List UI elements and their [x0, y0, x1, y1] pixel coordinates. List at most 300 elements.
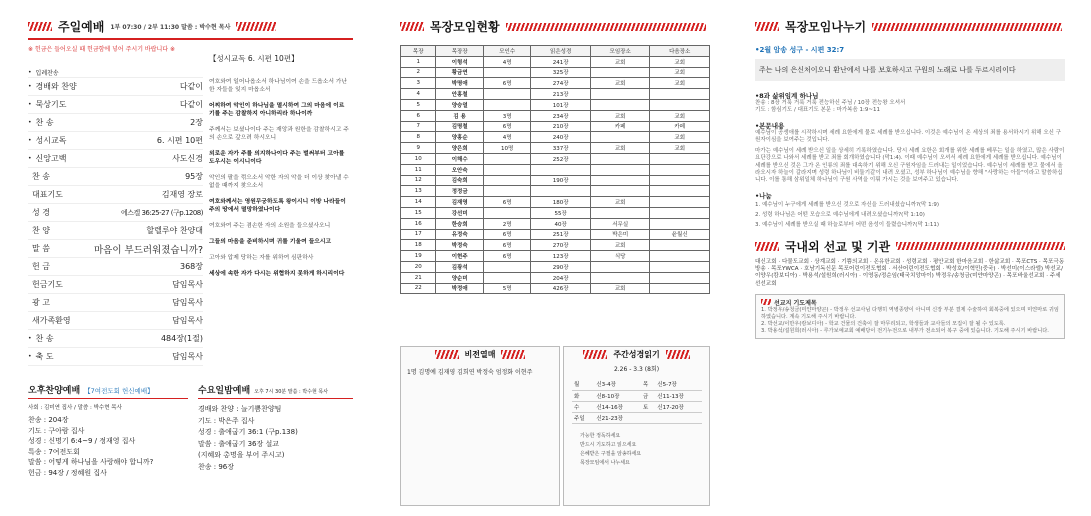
- table-cell: 11: [401, 164, 436, 175]
- table-cell: [590, 261, 650, 272]
- worship-order-value: 할렐루야 찬양대: [146, 226, 203, 235]
- wednesday-worship-info: 오후 7시 30분 말씀 : 박수현 목사: [254, 389, 329, 395]
- worship-order-left: [28, 171, 50, 182]
- wednesday-line: (지혜와 총명을 부어 주시고): [198, 451, 285, 459]
- table-cell: 274장: [531, 78, 591, 89]
- mission-list: 대신고회 · 다물도교회 · 상계교회 · 기쁨의교회 · 온유한교회 · 성령교회 · 평안교회 한마음교회 · 한삶교회 · 목포CTS · 목포극동방송 · 목포YWCA · 호남기독신문 목포어린이전도협회 · 서산어린이전도협회 · 박성호/이혁민(중국) · 박선미(이스라엘) 박선교/이양우(캄보디아) · 박용석/설원희(러시아) · 이영동/정순임(태국치앙마이) 박정우/송청금(미얀마양곤) · 목포바울선교회 · 주세선선교회: [755, 258, 1065, 287]
- text-content-para2: 마가는 예수님이 세례 받으신 일을 상세히 기록하였습니다. 당시 세례 요한은 회개를 위한 세례를 베푸는 일을 하였고, 많은 사람이 요단강으로 나와서 세례를 받고 죄를 회개하였습니다 (막1:4). 이때 예수님이 오셔서 세례 요한에게 세례를 받으십니다. 예수님이 세례를 받으신 것은 그가 온 인류의 죄를 대속하기 위해 오신 구원자임을 드러내는 일이었습니다. 예수님이 세례를 받고 물에서 올라오시자 하늘이 갈라지며 성령 하나님이 비둘기같이 내려 오셨고, 성부 하나님이 예수님을 향해 "사랑하는 아들"이라고 말씀하십니다. 이를 통해 삼위일체 하나님이 구원 사역을 이뤄 가시는 것을 보여주고 있습니다.: [755, 148, 1065, 184]
- worship-order-value: 담임목사: [172, 352, 203, 361]
- table-cell: 8: [401, 132, 436, 143]
- worship-order-value: 2장: [190, 118, 203, 127]
- table-cell: 박은미: [590, 229, 650, 240]
- responsive-line: 세상에 속한 자가 다시는 위협하지 못하게 하시리이다: [209, 270, 345, 277]
- table-cell: 교회: [650, 67, 710, 78]
- table-cell: 6명: [483, 121, 530, 132]
- bible-reading-box: [563, 346, 710, 506]
- table-cell: 20: [401, 261, 436, 272]
- worship-order-value: 담임목사: [172, 298, 203, 307]
- share-question: 2. 성령 하나님은 어떤 모습으로 예수님에게 내려오셨습니까?(막 1:10): [755, 211, 925, 218]
- reading-note: 은혜받은 구절을 암송하세요: [580, 450, 642, 457]
- red-stripe-decoration: [506, 23, 706, 31]
- table-row: [401, 283, 710, 294]
- table-cell: 180장: [531, 197, 591, 208]
- table-cell: 3명: [483, 110, 530, 121]
- table-cell: [650, 261, 710, 272]
- table-row: [401, 143, 710, 154]
- cell-group-title: 목장모임현황: [430, 20, 500, 34]
- sunday-worship-header: [28, 18, 353, 35]
- worship-order-value: 에스겔 36:25-27 (구p.1208): [120, 208, 203, 217]
- table-cell: 교회: [590, 197, 650, 208]
- table-row: [401, 240, 710, 251]
- table-cell: 정정금: [436, 186, 483, 197]
- table-cell: [590, 99, 650, 110]
- worship-order-item: 찬 송: [32, 172, 50, 181]
- responsive-reading: [209, 55, 349, 286]
- table-cell: 김숙희: [436, 175, 483, 186]
- table-cell: [483, 89, 530, 100]
- table-cell: 190장: [531, 175, 591, 186]
- table-cell: [483, 186, 530, 197]
- worship-order-value: 다같이: [179, 82, 203, 91]
- afternoon-worship-info: 사회 : 김미연 집사 / 말씀 : 박수현 목사: [28, 405, 122, 411]
- table-cell: [590, 186, 650, 197]
- worship-order-left: [28, 153, 66, 164]
- table-cell: 14: [401, 197, 436, 208]
- reading-cell: 신5-7장: [655, 379, 702, 390]
- table-cell: 양은희: [436, 143, 483, 154]
- worship-order-left: [28, 243, 50, 254]
- table-cell: 17: [401, 229, 436, 240]
- lesson-heading: •8과 삶위임계 하나님: [755, 92, 819, 100]
- worship-order-item: 신앙고백: [35, 154, 67, 163]
- table-cell: [483, 67, 530, 78]
- table-cell: 4명: [483, 132, 530, 143]
- table-cell: 이해수: [436, 153, 483, 164]
- table-cell: 4명: [483, 56, 530, 67]
- worship-order-row: [28, 204, 203, 222]
- table-cell: [590, 89, 650, 100]
- table-header-cell: 다음장소: [650, 46, 710, 57]
- afternoon-line: 기도 : 구아람 집사: [28, 426, 85, 435]
- mission-title: 국내외 선교 및 기관: [784, 239, 891, 254]
- afternoon-line: 성경 : 신명기 6:4~9 / 정재영 집사: [28, 437, 136, 446]
- table-cell: 241장: [531, 56, 591, 67]
- table-cell: 15: [401, 207, 436, 218]
- worship-order-row: [28, 222, 203, 240]
- wednesday-line: 찬송 : 96장: [198, 462, 235, 471]
- worship-order-item: 헌금기도: [32, 280, 63, 289]
- table-cell: 6명: [483, 229, 530, 240]
- table-cell: 6명: [483, 240, 530, 251]
- afternoon-line: 헌금 : 94장 / 정혜원 집사: [28, 468, 107, 477]
- worship-order-row: [28, 132, 203, 150]
- table-cell: 한승희: [436, 218, 483, 229]
- table-cell: [650, 164, 710, 175]
- table-row: [401, 207, 710, 218]
- worship-order-value: 김재영 장로: [161, 190, 203, 199]
- table-cell: 윤월신: [650, 229, 710, 240]
- wednesday-line: 말씀 : 출애굽기 36장 설교: [198, 439, 280, 448]
- reading-note: 가능한 정독하세요: [580, 432, 621, 439]
- table-cell: [590, 153, 650, 164]
- table-cell: [483, 153, 530, 164]
- afternoon-line: 말씀 : 어떻게 하나님을 사랑해야 합니까?: [28, 458, 154, 467]
- reading-row: [572, 379, 702, 390]
- table-cell: 251장: [531, 229, 591, 240]
- table-cell: [483, 272, 530, 283]
- table-row: [401, 110, 710, 121]
- table-row: [401, 186, 710, 197]
- worship-order-item: 입례찬송: [35, 70, 59, 77]
- worship-order-row: [28, 294, 203, 312]
- table-cell: 유정숙: [436, 229, 483, 240]
- table-cell: 234장: [531, 110, 591, 121]
- worship-order-row: [28, 330, 203, 348]
- responsive-line: 여호와께서는 영원무궁하도록 왕이시니 이방 나라들이 주의 땅에서 멸망하였나이다: [209, 198, 346, 213]
- table-cell: [531, 186, 591, 197]
- table-cell: [650, 197, 710, 208]
- reading-cell: 신14-16장: [594, 401, 641, 412]
- sharing-title: 목장모임나누기: [785, 20, 867, 34]
- table-cell: 교회: [650, 56, 710, 67]
- sunday-worship-title: 주일예배: [58, 20, 105, 34]
- table-cell: [650, 240, 710, 251]
- red-stripe-decoration: [400, 22, 424, 31]
- worship-order-value: 마음이 부드러워졌습니까?: [93, 244, 203, 256]
- reading-cell: 금: [641, 390, 655, 401]
- worship-order-item: 광 고: [32, 298, 50, 307]
- table-cell: 교회: [590, 78, 650, 89]
- sharing-panel: [755, 18, 1065, 508]
- table-cell: 2명: [483, 218, 530, 229]
- table-header-cell: 모임장소: [590, 46, 650, 57]
- worship-order-bullet: •: [28, 69, 32, 76]
- table-cell: 박정애: [436, 283, 483, 294]
- sharing-header: [755, 18, 1065, 35]
- red-stripe-decoration: [755, 242, 779, 251]
- reading-row: [572, 401, 702, 412]
- table-cell: 교회: [650, 110, 710, 121]
- mission-header: [755, 238, 1065, 255]
- reading-note: 반드시 기도하고 읽으세요: [580, 441, 637, 448]
- table-row: [401, 164, 710, 175]
- worship-order-bullet: •: [28, 155, 32, 162]
- table-cell: 337장: [531, 143, 591, 154]
- table-cell: [483, 164, 530, 175]
- table-cell: [531, 164, 591, 175]
- mission-prayer-box: [755, 294, 1065, 339]
- table-cell: 교회: [590, 143, 650, 154]
- table-cell: [650, 186, 710, 197]
- memory-verse: 주는 나의 은신처이오니 환난에서 나를 보호하시고 구원의 노래로 나를 두르시리이다: [755, 59, 1065, 81]
- table-cell: 204장: [531, 272, 591, 283]
- table-cell: 식당: [590, 251, 650, 262]
- worship-order-value: 484장(1절): [160, 334, 203, 343]
- table-cell: 210장: [531, 121, 591, 132]
- text-content-para1: 예수님이 공생애를 시작하시며 세례 요한에게 물로 세례를 받으십니다. 이것은 예수님이 온 세상의 죄를 용서하시기 위해 오신 구원자이심을 보여주는 것입니다.: [755, 129, 1062, 143]
- table-cell: [590, 272, 650, 283]
- bible-reading-table: [572, 379, 702, 424]
- table-row: [401, 197, 710, 208]
- worship-order-row: [28, 150, 203, 168]
- table-cell: 김 용: [436, 110, 483, 121]
- table-cell: [650, 283, 710, 294]
- worship-order-item: 말 씀: [32, 244, 50, 253]
- responsive-reading-title: 【성시교독 6. 시편 10편】: [209, 54, 299, 63]
- reading-cell: 신17-20장: [655, 401, 702, 412]
- table-cell: 5명: [483, 283, 530, 294]
- wednesday-worship-title: 수요일밤예배: [198, 386, 251, 396]
- responsive-line: 악인의 팔을 꺾으소서 악한 자의 악을 더 이상 찾아낼 수 없을 때까지 찾으소서: [209, 174, 349, 189]
- text-content-heading: •본문내용: [755, 121, 785, 130]
- responsive-line: 주께서는 보셨나이다 주는 재앙과 원한을 감찰하시고 주의 손으로 갚으려 하시오니: [209, 126, 349, 141]
- table-cell: [650, 89, 710, 100]
- afternoon-line: 찬송 : 204장: [28, 416, 69, 424]
- table-cell: 21: [401, 272, 436, 283]
- table-cell: 101장: [531, 99, 591, 110]
- table-cell: 123장: [531, 251, 591, 262]
- table-cell: 2: [401, 67, 436, 78]
- worship-order-item: 성시교독: [35, 136, 67, 145]
- reading-cell: 신21-23장: [594, 412, 641, 423]
- worship-order-bullet: •: [28, 335, 32, 342]
- worship-order-value: 담임목사: [172, 280, 203, 289]
- reading-cell: [641, 412, 655, 423]
- table-cell: [650, 207, 710, 218]
- worship-order-row: [28, 168, 203, 186]
- wednesday-line: 성경 : 출애굽기 36:1 (구p.138): [198, 428, 298, 436]
- table-row: [401, 251, 710, 262]
- table-row: [401, 261, 710, 272]
- table-row: [401, 229, 710, 240]
- table-row: [401, 218, 710, 229]
- cell-group-panel: [400, 18, 710, 508]
- table-cell: [483, 261, 530, 272]
- worship-order-item: 대표기도: [32, 190, 63, 199]
- table-cell: [590, 67, 650, 78]
- worship-order-left: [28, 261, 50, 272]
- red-stripe-decoration: [583, 350, 607, 359]
- worship-order-left: [28, 279, 63, 290]
- table-cell: 1: [401, 56, 436, 67]
- table-cell: 10명: [483, 143, 530, 154]
- table-cell: 김명철: [436, 121, 483, 132]
- mission-prayer-item: 1. 박정우/송청금(미얀마양곤) - 박정우 선교사님 다행히 역병종양이 아니며 신장 부분 결제 수술하여 회복중에 있으며 미얀마로 귀임하였습니다. 계속 기도해 주시기 바랍니다.: [761, 306, 1059, 320]
- red-stripe-decoration: [501, 350, 525, 359]
- table-cell: 22: [401, 283, 436, 294]
- table-cell: 252장: [531, 153, 591, 164]
- table-cell: [590, 132, 650, 143]
- table-cell: 240장: [531, 132, 591, 143]
- table-cell: [590, 207, 650, 218]
- reading-cell: 주일: [572, 412, 594, 423]
- table-cell: 교회: [650, 132, 710, 143]
- table-cell: 김광석: [436, 261, 483, 272]
- worship-order-value: 사도신경: [172, 154, 203, 163]
- wednesday-line: 경배와 찬양 : 늘기쁨찬양팀: [198, 405, 282, 413]
- table-cell: 이현주: [436, 251, 483, 262]
- worship-order-row: [28, 96, 203, 114]
- worship-order-bullet: •: [28, 101, 32, 108]
- worship-order-value: 95장: [185, 172, 203, 181]
- share-question: 1. 예수님이 누구에게 세례를 받으신 것으로 자신을 드러내셨습니까?(막 1:9): [755, 201, 940, 208]
- sunday-worship-info: 1부 07:30 / 2부 11:30 말씀 : 박수현 목사: [110, 24, 231, 31]
- table-cell: 교회: [590, 283, 650, 294]
- worship-order-value: 6. 시편 10편: [156, 136, 203, 145]
- vision-title: 비전열매: [464, 350, 496, 359]
- red-stripe-decoration: [236, 22, 276, 31]
- table-cell: 이형석: [436, 56, 483, 67]
- table-header-cell: 목장장: [436, 46, 483, 57]
- table-cell: 9: [401, 143, 436, 154]
- table-cell: 교회: [650, 143, 710, 154]
- table-row: [401, 153, 710, 164]
- table-cell: 6명: [483, 78, 530, 89]
- worship-order-left: [28, 333, 54, 344]
- table-cell: [650, 99, 710, 110]
- table-header-cell: 목장: [401, 46, 436, 57]
- table-row: [401, 89, 710, 100]
- mission-prayer-item: 3. 박용석/설원희(러시아) - 루가보예교회 예배당이 전기누전으로 내부가 전소되어 복구 중에 있습니다. 기도해 주시기 바랍니다.: [761, 327, 1049, 334]
- table-row: [401, 56, 710, 67]
- table-cell: 강선미: [436, 207, 483, 218]
- worship-order-row: [28, 68, 203, 78]
- cell-group-header: [400, 18, 710, 35]
- table-cell: [650, 272, 710, 283]
- worship-order-left: [28, 207, 50, 218]
- table-cell: [483, 175, 530, 186]
- red-stripe-decoration: [435, 350, 459, 359]
- table-cell: 오안숙: [436, 164, 483, 175]
- responsive-line: 그들의 마음을 준비하시며 귀를 기울여 들으시고: [209, 238, 332, 245]
- table-cell: [483, 99, 530, 110]
- worship-order-row: [28, 312, 203, 330]
- worship-order-left: [28, 117, 54, 128]
- worship-order-item: 헌 금: [32, 262, 50, 271]
- worship-order-left: [28, 297, 50, 308]
- bible-reading-title: 주간성경읽기: [613, 350, 660, 359]
- lesson-info: 찬송 : 8장 거룩 거룩 거룩 전능하신 주님 / 10장 전능왕 오셔서 기도 : 함심기도 / 대표기도 본문 : 마가복음 1:9~11: [755, 100, 906, 114]
- red-stripe-decoration: [755, 22, 779, 31]
- reading-row: [572, 390, 702, 401]
- worship-order-item: 찬 양: [32, 226, 50, 235]
- table-row: [401, 272, 710, 283]
- reading-cell: 신11-13장: [655, 390, 702, 401]
- table-cell: 황금연: [436, 67, 483, 78]
- vision-box: [400, 346, 560, 506]
- table-row: [401, 132, 710, 143]
- worship-order-row: [28, 114, 203, 132]
- table-cell: 양순미: [436, 272, 483, 283]
- table-cell: 6: [401, 110, 436, 121]
- table-cell: 40장: [531, 218, 591, 229]
- reading-note: 목장모임에서 나누세요: [580, 459, 630, 466]
- worship-order-left: [28, 351, 54, 362]
- worship-order-value: 368장: [180, 262, 203, 271]
- table-cell: 290장: [531, 261, 591, 272]
- responsive-line: 외로운 자가 주를 의지하나이다 주는 벌써부터 고아를 도우시는 이시니이다: [209, 150, 345, 165]
- table-cell: 박명애: [436, 78, 483, 89]
- worship-order-value: 다같이: [179, 100, 203, 109]
- worship-order-left: [28, 225, 50, 236]
- table-cell: 6명: [483, 197, 530, 208]
- worship-order-row: [28, 240, 203, 258]
- worship-order-row: [28, 78, 203, 96]
- worship-order-bullet: •: [28, 137, 32, 144]
- vision-text: 1명 김명예 김재영 김희연 박정숙 엄정화 이현주: [407, 369, 533, 376]
- red-stripe-decoration: [666, 350, 690, 359]
- table-cell: 7: [401, 121, 436, 132]
- worship-order-bullet: •: [28, 83, 32, 90]
- table-cell: 교회: [650, 78, 710, 89]
- worship-order-item: 성 경: [32, 208, 50, 217]
- table-cell: 카페: [590, 121, 650, 132]
- mission-prayer-title: 선교지 기도제목: [774, 299, 817, 307]
- table-cell: 270장: [531, 240, 591, 251]
- afternoon-worship-subtitle: 【7여전도회 헌신예배】: [84, 387, 154, 395]
- table-cell: 카페: [650, 121, 710, 132]
- table-cell: 12: [401, 175, 436, 186]
- table-cell: 16: [401, 218, 436, 229]
- table-cell: 19: [401, 251, 436, 262]
- worship-order-row: [28, 258, 203, 276]
- worship-order-bullet: •: [28, 119, 32, 126]
- share-question: 3. 예수님이 세례를 받으실 때 하늘로부터 어떤 음성이 들렸습니까?(막 1:11): [755, 221, 939, 228]
- table-row: [401, 78, 710, 89]
- reading-cell: [655, 412, 702, 423]
- reading-cell: 토: [641, 401, 655, 412]
- worship-order-item: 축 도: [35, 352, 54, 361]
- worship-order-item: 묵상기도: [35, 100, 67, 109]
- worship-order-item: 새가족환영: [32, 316, 71, 325]
- worship-order-left: [28, 81, 77, 92]
- table-cell: [590, 175, 650, 186]
- reading-cell: 수: [572, 401, 594, 412]
- worship-order-left: [28, 68, 59, 77]
- table-cell: 213장: [531, 89, 591, 100]
- reading-cell: 신8-10장: [594, 390, 641, 401]
- table-row: [401, 121, 710, 132]
- red-stripe-decoration: [28, 22, 52, 31]
- table-row: [401, 99, 710, 110]
- worship-order-row: [28, 186, 203, 204]
- table-cell: 교회: [590, 110, 650, 121]
- red-stripe-decoration: [872, 23, 1062, 31]
- worship-order-item: 찬 송: [35, 334, 54, 343]
- table-cell: [483, 207, 530, 218]
- table-cell: 6명: [483, 251, 530, 262]
- table-cell: [650, 251, 710, 262]
- responsive-line: 고아와 압제 당하는 자를 위하여 심판하사: [209, 254, 314, 261]
- worship-panel: [28, 18, 353, 508]
- reading-row: [572, 412, 702, 423]
- red-stripe-decoration: [761, 299, 771, 305]
- table-cell: 교회: [590, 240, 650, 251]
- table-cell: 양홍순: [436, 132, 483, 143]
- responsive-line: 어찌하여 악인이 하나님을 멸시하여 그의 마음에 이르기를 주는 감찰하지 아니하리라 하나이까: [209, 102, 345, 117]
- worship-order-left: [28, 189, 63, 200]
- wednesday-worship: [198, 383, 353, 473]
- share-heading: •나눔: [755, 191, 772, 200]
- reading-cell: 신3-4장: [594, 379, 641, 390]
- table-cell: 4: [401, 89, 436, 100]
- reading-cell: 월: [572, 379, 594, 390]
- table-cell: 55장: [531, 207, 591, 218]
- red-stripe-decoration: [896, 242, 1065, 250]
- responsive-line: 여호와여 주는 겸손한 자의 소원을 들으셨사오니: [209, 222, 331, 229]
- wednesday-line: 기도 : 박은주 집사: [198, 416, 255, 425]
